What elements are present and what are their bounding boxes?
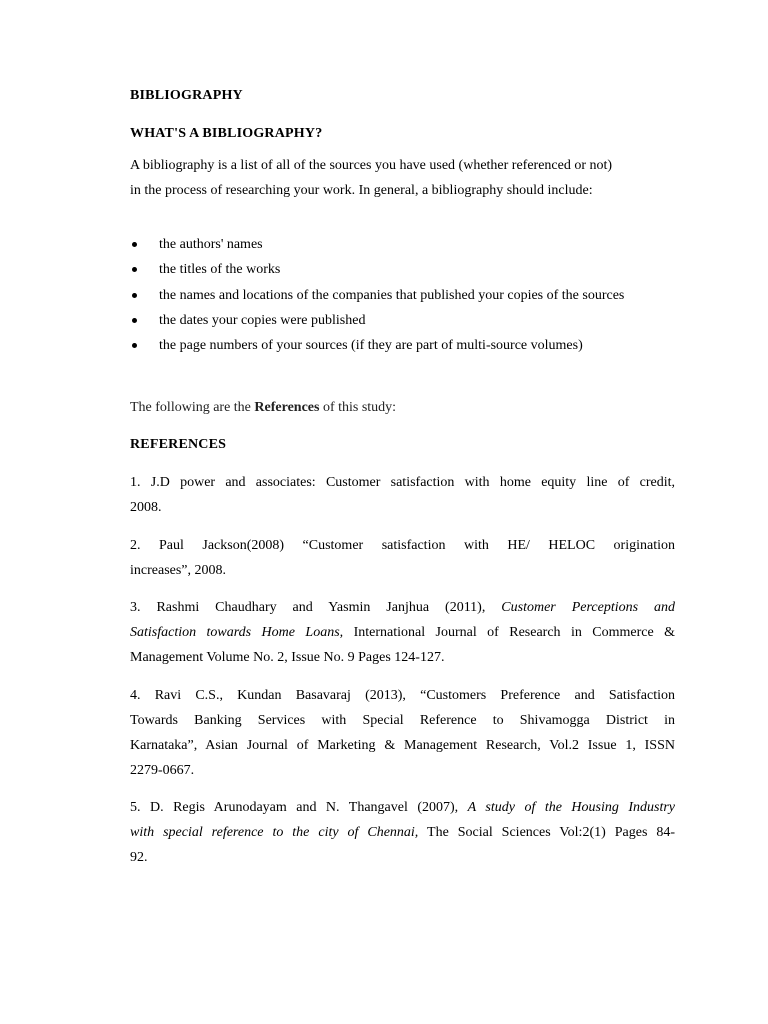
reference-item <box>130 595 675 670</box>
reference-line: 4. Ravi C.S., Kundan Basavaraj (2013), “Customers Preference and Satisfaction <box>130 688 675 703</box>
section-heading: WHAT'S A BIBLIOGRAPHY? <box>130 126 323 141</box>
reference-line: 2. Paul Jackson(2008) “Customer satisfaction with HE/ HELOC origination <box>130 538 675 553</box>
reference-line: Karnataka”, Asian Journal of Marketing & Management Research, Vol.2 Issue 1, ISSN <box>130 738 675 753</box>
bullet-icon <box>132 293 137 298</box>
bullet-icon <box>132 343 137 348</box>
references-intro: The following are the References of this study: <box>130 400 397 415</box>
list-item: the authors' names <box>130 232 690 257</box>
list-item: the dates your copies were published <box>130 308 690 333</box>
bullet-icon <box>132 267 137 272</box>
reference-line: 3. Rashmi Chaudhary and Yasmin Janjhua (2011), Customer Perceptions and <box>130 600 675 615</box>
reference-line: 5. D. Regis Arunodayam and N. Thangavel (2007), A study of the Housing Industry <box>130 800 675 815</box>
bullet-icon <box>132 242 137 247</box>
reference-line: Towards Banking Services with Special Reference to Shivamogga District in <box>130 713 675 728</box>
references-heading: REFERENCES <box>130 437 227 452</box>
page-title: BIBLIOGRAPHY <box>130 88 243 103</box>
reference-line: 92. <box>130 850 148 865</box>
reference-line: increases”, 2008. <box>130 563 227 578</box>
list-item: the titles of the works <box>130 257 690 282</box>
reference-item <box>130 683 675 783</box>
list-item: the page numbers of your sources (if they are part of multi-source volumes) <box>130 333 690 358</box>
bullet-icon <box>132 318 137 323</box>
intro-line-1: A bibliography is a list of all of the sources you have used (whether referenced or not) <box>130 158 613 173</box>
reference-line: 2008. <box>130 500 162 515</box>
reference-line: 2279-0667. <box>130 763 195 778</box>
reference-item <box>130 795 675 870</box>
reference-line: Satisfaction towards Home Loans, International Journal of Research in Commerce & <box>130 625 676 640</box>
bullet-list <box>130 232 690 358</box>
intro-paragraph <box>130 153 680 203</box>
reference-item <box>130 470 675 520</box>
reference-item <box>130 533 675 583</box>
reference-line: 1. J.D power and associates: Customer satisfaction with home equity line of credit, <box>130 475 675 490</box>
reference-line: with special reference to the city of Chennai, The Social Sciences Vol:2(1) Pages 84- <box>130 825 676 840</box>
intro-line-2: in the process of researching your work. In general, a bibliography should include: <box>130 183 593 198</box>
list-item: the names and locations of the companies that published your copies of the sources <box>130 283 690 308</box>
reference-line: Management Volume No. 2, Issue No. 9 Pages 124-127. <box>130 650 445 665</box>
